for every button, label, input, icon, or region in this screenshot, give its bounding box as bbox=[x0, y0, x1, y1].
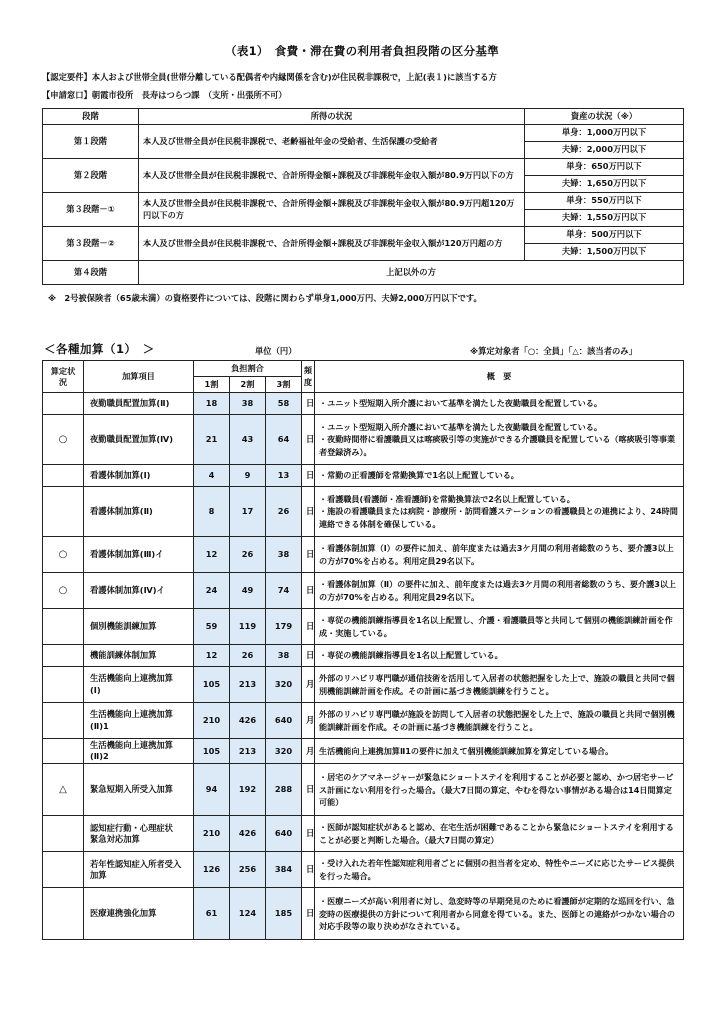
table-row bbox=[43, 487, 684, 537]
burden-1wari-value: 24 bbox=[194, 573, 230, 609]
burden-2wari-value: 26 bbox=[230, 645, 266, 667]
calc-status-symbol bbox=[43, 703, 84, 739]
asset-couple-cell: 夫婦：1,500万円以下 bbox=[525, 244, 684, 261]
frequency-unit: 日 bbox=[302, 537, 315, 573]
burden-3wari-value: 64 bbox=[266, 415, 302, 465]
header-asset: 資産の状況（※） bbox=[525, 109, 684, 125]
burden-1wari-value: 105 bbox=[194, 667, 230, 703]
burden-2wari-value: 9 bbox=[230, 465, 266, 487]
addition-summary: ・医師が認知症状があると認め、在宅生活が困難であることから緊急にショートステイを利用することが必要と判断した場合。（最大7日間の算定） bbox=[315, 816, 684, 852]
burden-2wari-value: 426 bbox=[230, 816, 266, 852]
burden-3wari-value: 38 bbox=[266, 645, 302, 667]
header-1wari: 1割 bbox=[194, 377, 230, 393]
addition-summary: ・受け入れた若年性認知症利用者ごとに個別の担当者を定め、特性やニーズに応じたサービス提供を行った場合。 bbox=[315, 852, 684, 888]
addition-item-name: 夜勤職員配置加算(Ⅳ) bbox=[84, 415, 194, 465]
table-header-row bbox=[43, 109, 684, 125]
burden-1wari-value: 210 bbox=[194, 816, 230, 852]
table-row bbox=[43, 227, 684, 244]
frequency-unit: 日 bbox=[302, 415, 315, 465]
burden-1wari-value: 105 bbox=[194, 739, 230, 764]
addition-item-name: 夜勤職員配置加算(Ⅱ) bbox=[84, 393, 194, 415]
footnote: ※ 2号被保険者（65歳未満）の資格要件については、段階に関わらず単身1,000万円、夫婦2,000万円以下です。 bbox=[48, 293, 482, 303]
burden-1wari-value: 94 bbox=[194, 764, 230, 816]
table-row bbox=[43, 573, 684, 609]
table-row bbox=[43, 739, 684, 764]
frequency-unit: 日 bbox=[302, 609, 315, 645]
addition-summary: ・医療ニーズが高い利用者に対し、急変時等の早期発見のために看護師が定期的な巡回を行い、急変時の医療提供の方針について利用者から同意を得ている。また、医師との連絡がつかない場合の対応手段等の取り決めがなされている。 bbox=[315, 888, 684, 940]
burden-2wari-value: 38 bbox=[230, 393, 266, 415]
addition-item-name: 若年性認知症入所者受入 加算 bbox=[84, 852, 194, 888]
burden-3wari-value: 26 bbox=[266, 487, 302, 537]
addition-summary: 外部のリハビリ専門職が通信技術を活用して入居者の状態把握をした上で、施設の職員と共同で個別機能訓練計画を作成。その計画に基づき機能訓練を行うこと。 bbox=[315, 667, 684, 703]
header-item: 加算項目 bbox=[84, 361, 194, 393]
income-cell: 本人及び世帯全員が住民税非課税で、老齢福祉年金の受給者、生活保護の受給者 bbox=[139, 125, 525, 159]
calc-status-symbol bbox=[43, 816, 84, 852]
addition-item-name: 生活機能向上連携加算 (Ⅰ) bbox=[84, 667, 194, 703]
burden-stage-table bbox=[42, 108, 684, 285]
addition-summary: ・常勤の正看護師を常勤換算で1名以上配置している。 bbox=[315, 465, 684, 487]
additions-table-body bbox=[43, 393, 684, 940]
eligibility-requirement: 【認定要件】本人および世帯全員(世帯分離している配偶者や内縁関係を含む)が住民税非課税で，上記(表１)に該当する方 bbox=[42, 72, 497, 82]
income-cell: 本人及び世帯全員が住民税非課税で、合計所得金額+課税及び非課税年金収入額が80.9万円超120万円以下の方 bbox=[139, 193, 525, 227]
burden-3wari-value: 13 bbox=[266, 465, 302, 487]
burden-1wari-value: 18 bbox=[194, 393, 230, 415]
frequency-unit: 日 bbox=[302, 573, 315, 609]
addition-item-name: 個別機能訓練加算 bbox=[84, 609, 194, 645]
table-row bbox=[43, 393, 684, 415]
burden-3wari-value: 320 bbox=[266, 667, 302, 703]
burden-3wari-value: 38 bbox=[266, 537, 302, 573]
burden-1wari-value: 12 bbox=[194, 645, 230, 667]
section-title: ＜各種加算（1） ＞ bbox=[44, 342, 155, 356]
additions-table bbox=[42, 360, 684, 940]
frequency-unit: 月 bbox=[302, 667, 315, 703]
frequency-unit: 日 bbox=[302, 645, 315, 667]
stage-cell: 第３段階－② bbox=[43, 227, 139, 261]
burden-3wari-value: 640 bbox=[266, 703, 302, 739]
frequency-unit: 日 bbox=[302, 764, 315, 816]
burden-1wari-value: 59 bbox=[194, 609, 230, 645]
addition-item-name: 医療連携強化加算 bbox=[84, 888, 194, 940]
asset-single-cell: 単身：650万円以下 bbox=[525, 159, 684, 176]
header-summary: 概 要 bbox=[315, 361, 684, 393]
burden-2wari-value: 119 bbox=[230, 609, 266, 645]
calc-status-symbol bbox=[43, 609, 84, 645]
burden-1wari-value: 21 bbox=[194, 415, 230, 465]
table-row bbox=[43, 609, 684, 645]
calc-status-symbol bbox=[43, 852, 84, 888]
page-title: （表1） 食費・滞在費の利用者負担段階の区分基準 bbox=[225, 44, 499, 58]
frequency-unit: 日 bbox=[302, 816, 315, 852]
calc-status-symbol: △ bbox=[43, 764, 84, 816]
header-stage: 段階 bbox=[43, 109, 139, 125]
header-income: 所得の状況 bbox=[139, 109, 525, 125]
asset-single-cell: 単身：550万円以下 bbox=[525, 193, 684, 210]
addition-summary: ・看護体制加算（Ⅰ）の要件に加え、前年度または過去3ケ月間の利用者総数のうち、要介護3以上の方が70%を占める。利用定員29名以下。 bbox=[315, 537, 684, 573]
burden-2wari-value: 124 bbox=[230, 888, 266, 940]
asset-single-cell: 単身：1,000万円以下 bbox=[525, 125, 684, 142]
addition-summary: ・看護体制加算（Ⅱ）の要件に加え、前年度または過去3ケ月間の利用者総数のうち、要介護3以上の方が70%を占める。利用定員29名以下。 bbox=[315, 573, 684, 609]
calc-status-symbol bbox=[43, 645, 84, 667]
burden-3wari-value: 185 bbox=[266, 888, 302, 940]
addition-summary: ・ユニット型短期入所介護において基準を満たした夜勤職員を配置している。 ・夜勤時間帯に看護職員又は喀痰吸引等の実施ができる介護職員を配置している（喀痰吸引等事業者登録済み）。 bbox=[315, 415, 684, 465]
addition-summary: ・ユニット型短期入所介護において基準を満たした夜勤職員を配置している。 bbox=[315, 393, 684, 415]
addition-summary: 生活機能向上連携加算Ⅱ1の要件に加えて個別機能訓練加算を算定している場合。 bbox=[315, 739, 684, 764]
addition-summary: ・専従の機能訓練指導員を1名以上配置し、介護・看護職員等と共同して個別の機能訓練計画を作成・実施している。 bbox=[315, 609, 684, 645]
burden-3wari-value: 320 bbox=[266, 739, 302, 764]
calc-status-symbol: ○ bbox=[43, 573, 84, 609]
asset-couple-cell: 夫婦：1,650万円以下 bbox=[525, 176, 684, 193]
frequency-unit: 日 bbox=[302, 393, 315, 415]
burden-2wari-value: 213 bbox=[230, 739, 266, 764]
burden-3wari-value: 384 bbox=[266, 852, 302, 888]
calc-status-symbol bbox=[43, 667, 84, 703]
stage-cell: 第３段階－① bbox=[43, 193, 139, 227]
addition-item-name: 生活機能向上連携加算 (Ⅱ)1 bbox=[84, 703, 194, 739]
addition-item-name: 看護体制加算(Ⅳ)イ bbox=[84, 573, 194, 609]
burden-3wari-value: 640 bbox=[266, 816, 302, 852]
income-cell: 本人及び世帯全員が住民税非課税で、合計所得金額+課税及び非課税年金収入額が80.9万円以下の方 bbox=[139, 159, 525, 193]
table-row bbox=[43, 888, 684, 940]
other-cell: 上記以外の方 bbox=[139, 261, 684, 285]
frequency-unit: 日 bbox=[302, 487, 315, 537]
table-row bbox=[43, 816, 684, 852]
calc-status-symbol bbox=[43, 465, 84, 487]
frequency-unit: 日 bbox=[302, 852, 315, 888]
table-row bbox=[43, 852, 684, 888]
asset-couple-cell: 夫婦：1,550万円以下 bbox=[525, 210, 684, 227]
table-row bbox=[43, 537, 684, 573]
table-row bbox=[43, 193, 684, 210]
income-cell: 本人及び世帯全員が住民税非課税で、合計所得金額+課税及び非課税年金収入額が120万円超の方 bbox=[139, 227, 525, 261]
burden-2wari-value: 192 bbox=[230, 764, 266, 816]
burden-1wari-value: 4 bbox=[194, 465, 230, 487]
burden-3wari-value: 58 bbox=[266, 393, 302, 415]
addition-item-name: 緊急短期入所受入加算 bbox=[84, 764, 194, 816]
frequency-unit: 日 bbox=[302, 465, 315, 487]
frequency-unit: 月 bbox=[302, 739, 315, 764]
asset-single-cell: 単身：500万円以下 bbox=[525, 227, 684, 244]
header-3wari: 3割 bbox=[266, 377, 302, 393]
burden-3wari-value: 288 bbox=[266, 764, 302, 816]
burden-2wari-value: 213 bbox=[230, 667, 266, 703]
burden-1wari-value: 12 bbox=[194, 537, 230, 573]
calc-status-symbol: ○ bbox=[43, 415, 84, 465]
addition-item-name: 認知症行動・心理症状 緊急対応加算 bbox=[84, 816, 194, 852]
burden-3wari-value: 74 bbox=[266, 573, 302, 609]
burden-2wari-value: 17 bbox=[230, 487, 266, 537]
table-row bbox=[43, 645, 684, 667]
table-row bbox=[43, 125, 684, 142]
addition-summary: ・専従の機能訓練指導員を1名以上配置している。 bbox=[315, 645, 684, 667]
header-burden: 負担割合 bbox=[194, 361, 302, 377]
calc-target-note: ※算定対象者「○：全員」「△：該当者のみ」 bbox=[470, 346, 637, 356]
frequency-unit: 月 bbox=[302, 703, 315, 739]
addition-item-name: 看護体制加算(Ⅱ) bbox=[84, 487, 194, 537]
table-row bbox=[43, 667, 684, 703]
table-row bbox=[43, 415, 684, 465]
frequency-unit: 日 bbox=[302, 888, 315, 940]
stage-cell: 第１段階 bbox=[43, 125, 139, 159]
burden-2wari-value: 43 bbox=[230, 415, 266, 465]
table-header-row bbox=[43, 361, 684, 377]
table-row bbox=[43, 764, 684, 816]
header-calc-status: 算定状況 bbox=[43, 361, 84, 393]
addition-item-name: 看護体制加算(Ⅲ)イ bbox=[84, 537, 194, 573]
unit-label: 単位（円） bbox=[255, 346, 297, 356]
addition-summary: ・看護職員(看護師・准看護師)を常勤換算法で2名以上配置している。 ・施設の看護職員または病院・診療所・訪問看護ステーションの看護職員との連携により、24時間連絡できる体制を確保している。 bbox=[315, 487, 684, 537]
burden-1wari-value: 210 bbox=[194, 703, 230, 739]
stage-cell: 第２段階 bbox=[43, 159, 139, 193]
application-window: 【申請窓口】朝霞市役所 長寿はつらつ課 （支所・出張所不可） bbox=[42, 90, 287, 100]
calc-status-symbol bbox=[43, 487, 84, 537]
stage-cell: 第４段階 bbox=[43, 261, 139, 285]
calc-status-symbol bbox=[43, 739, 84, 764]
table-row bbox=[43, 703, 684, 739]
table-row bbox=[43, 465, 684, 487]
addition-item-name: 生活機能向上連携加算 (Ⅱ)2 bbox=[84, 739, 194, 764]
table-row bbox=[43, 159, 684, 176]
calc-status-symbol: ○ bbox=[43, 537, 84, 573]
burden-2wari-value: 256 bbox=[230, 852, 266, 888]
addition-summary: ・居宅のケアマネージャーが緊急にショートステイを利用することが必要と認め、かつ居宅サービス計画にない利用を行った場合。（最大7日間の算定、やむを得ない事情がある場合は14日間算定可能） bbox=[315, 764, 684, 816]
burden-3wari-value: 179 bbox=[266, 609, 302, 645]
asset-couple-cell: 夫婦：2,000万円以下 bbox=[525, 142, 684, 159]
burden-1wari-value: 126 bbox=[194, 852, 230, 888]
burden-2wari-value: 26 bbox=[230, 537, 266, 573]
burden-1wari-value: 8 bbox=[194, 487, 230, 537]
addition-item-name: 機能訓練体制加算 bbox=[84, 645, 194, 667]
header-frequency: 頻度 bbox=[302, 361, 315, 393]
burden-2wari-value: 49 bbox=[230, 573, 266, 609]
table-row bbox=[43, 261, 684, 285]
calc-status-symbol bbox=[43, 888, 84, 940]
calc-status-symbol bbox=[43, 393, 84, 415]
burden-2wari-value: 426 bbox=[230, 703, 266, 739]
addition-summary: 外部のリハビリ専門職が施設を訪問して入居者の状態把握をした上で、施設の職員と共同で個別機能訓練計画を作成。その計画に基づき機能訓練を行うこと。 bbox=[315, 703, 684, 739]
header-2wari: 2割 bbox=[230, 377, 266, 393]
addition-item-name: 看護体制加算(Ⅰ) bbox=[84, 465, 194, 487]
burden-1wari-value: 61 bbox=[194, 888, 230, 940]
